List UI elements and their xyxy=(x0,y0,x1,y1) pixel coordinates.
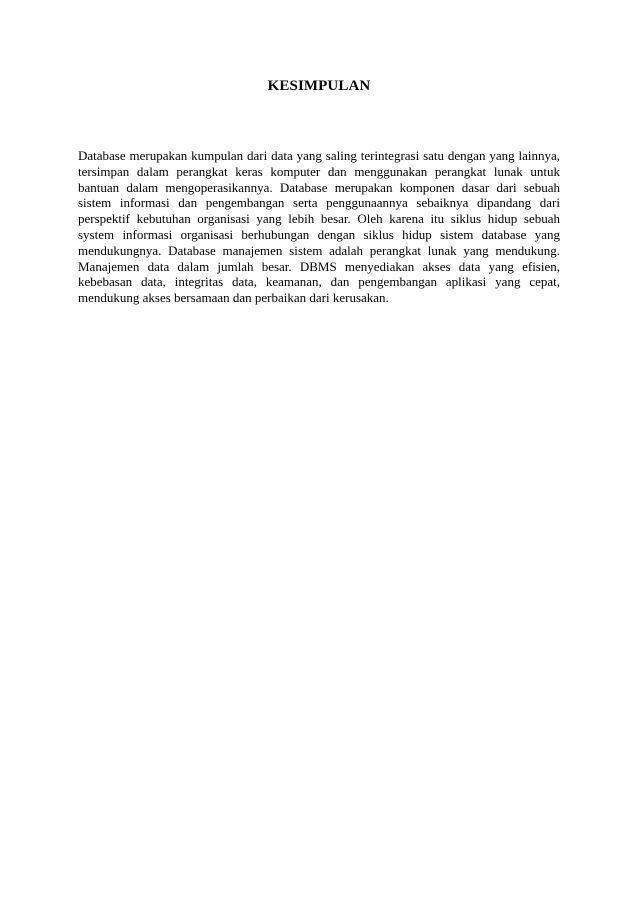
conclusion-paragraph: Database merupakan kumpulan dari data yang saling terintegrasi satu dengan yang lainnya, tersimpan dalam perangkat keras komputer dan menggunakan perangkat lunak untuk bantuan dalam mengoperasikannya. Database merupakan komponen dasar dari sebuah sistem informasi dan pengembangan serta penggunaannya sebaiknya dipandang dari perspektif kebutuhan organisasi yang lebih besar. Oleh karena itu siklus hidup sebuah system informasi organisasi berhubungan dengan siklus hidup sistem database yang mendukungnya. Database manajemen sistem adalah perangkat lunak yang mendukung. Manajemen data dalam jumlah besar. DBMS menyediakan akses data yang efisien, kebebasan data, integritas data, keamanan, dan pengembangan aplikasi yang cepat, mendukung akses bersamaan dan perbaikan dari kerusakan. xyxy=(78,148,560,306)
page-title: KESIMPULAN xyxy=(267,78,371,94)
